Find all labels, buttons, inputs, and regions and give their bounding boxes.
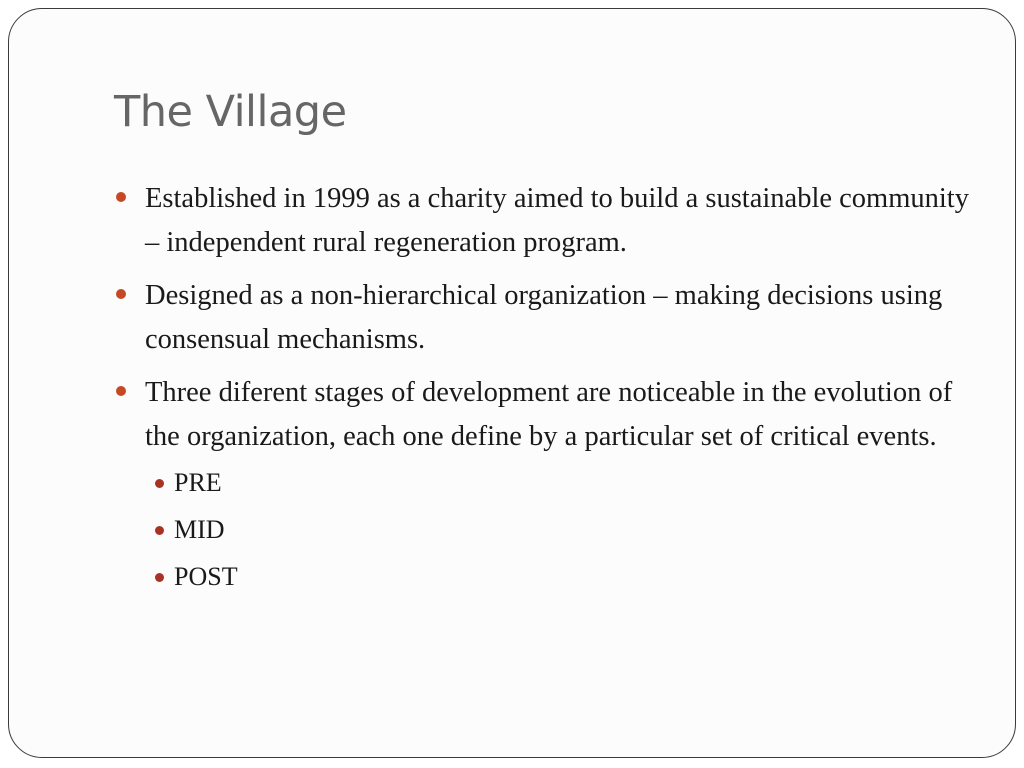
bullet-item bbox=[115, 274, 975, 362]
bullet-dot-icon bbox=[116, 289, 126, 299]
bullet-text: Established in 1999 as a charity aimed to build a sustainable community – independent rural regeneration program. bbox=[145, 183, 969, 258]
bullet-item bbox=[115, 371, 975, 459]
sub-bullet-text: POST bbox=[174, 562, 238, 591]
sub-bullet-dot-icon bbox=[155, 573, 164, 582]
bullet-text: Designed as a non-hierarchical organization – making decisions using consensual mechanisms. bbox=[145, 280, 943, 355]
bullet-text: Three diferent stages of development are noticeable in the evolution of the organization, each one define by a particular set of critical events. bbox=[145, 377, 953, 452]
slide-title: The Village bbox=[114, 87, 347, 137]
sub-bullet-item bbox=[145, 512, 975, 548]
sub-bullet-dot-icon bbox=[155, 526, 164, 535]
sub-bullet-item bbox=[145, 465, 975, 501]
bullet-item bbox=[115, 177, 975, 265]
bullet-dot-icon bbox=[116, 192, 126, 202]
sub-bullet-text: PRE bbox=[174, 468, 222, 497]
sub-bullet-dot-icon bbox=[155, 479, 164, 488]
sub-bullet-text: MID bbox=[174, 515, 225, 544]
bullet-dot-icon bbox=[116, 386, 126, 396]
bullet-list bbox=[115, 177, 975, 606]
slide bbox=[8, 8, 1016, 758]
sub-bullet-item bbox=[145, 559, 975, 595]
